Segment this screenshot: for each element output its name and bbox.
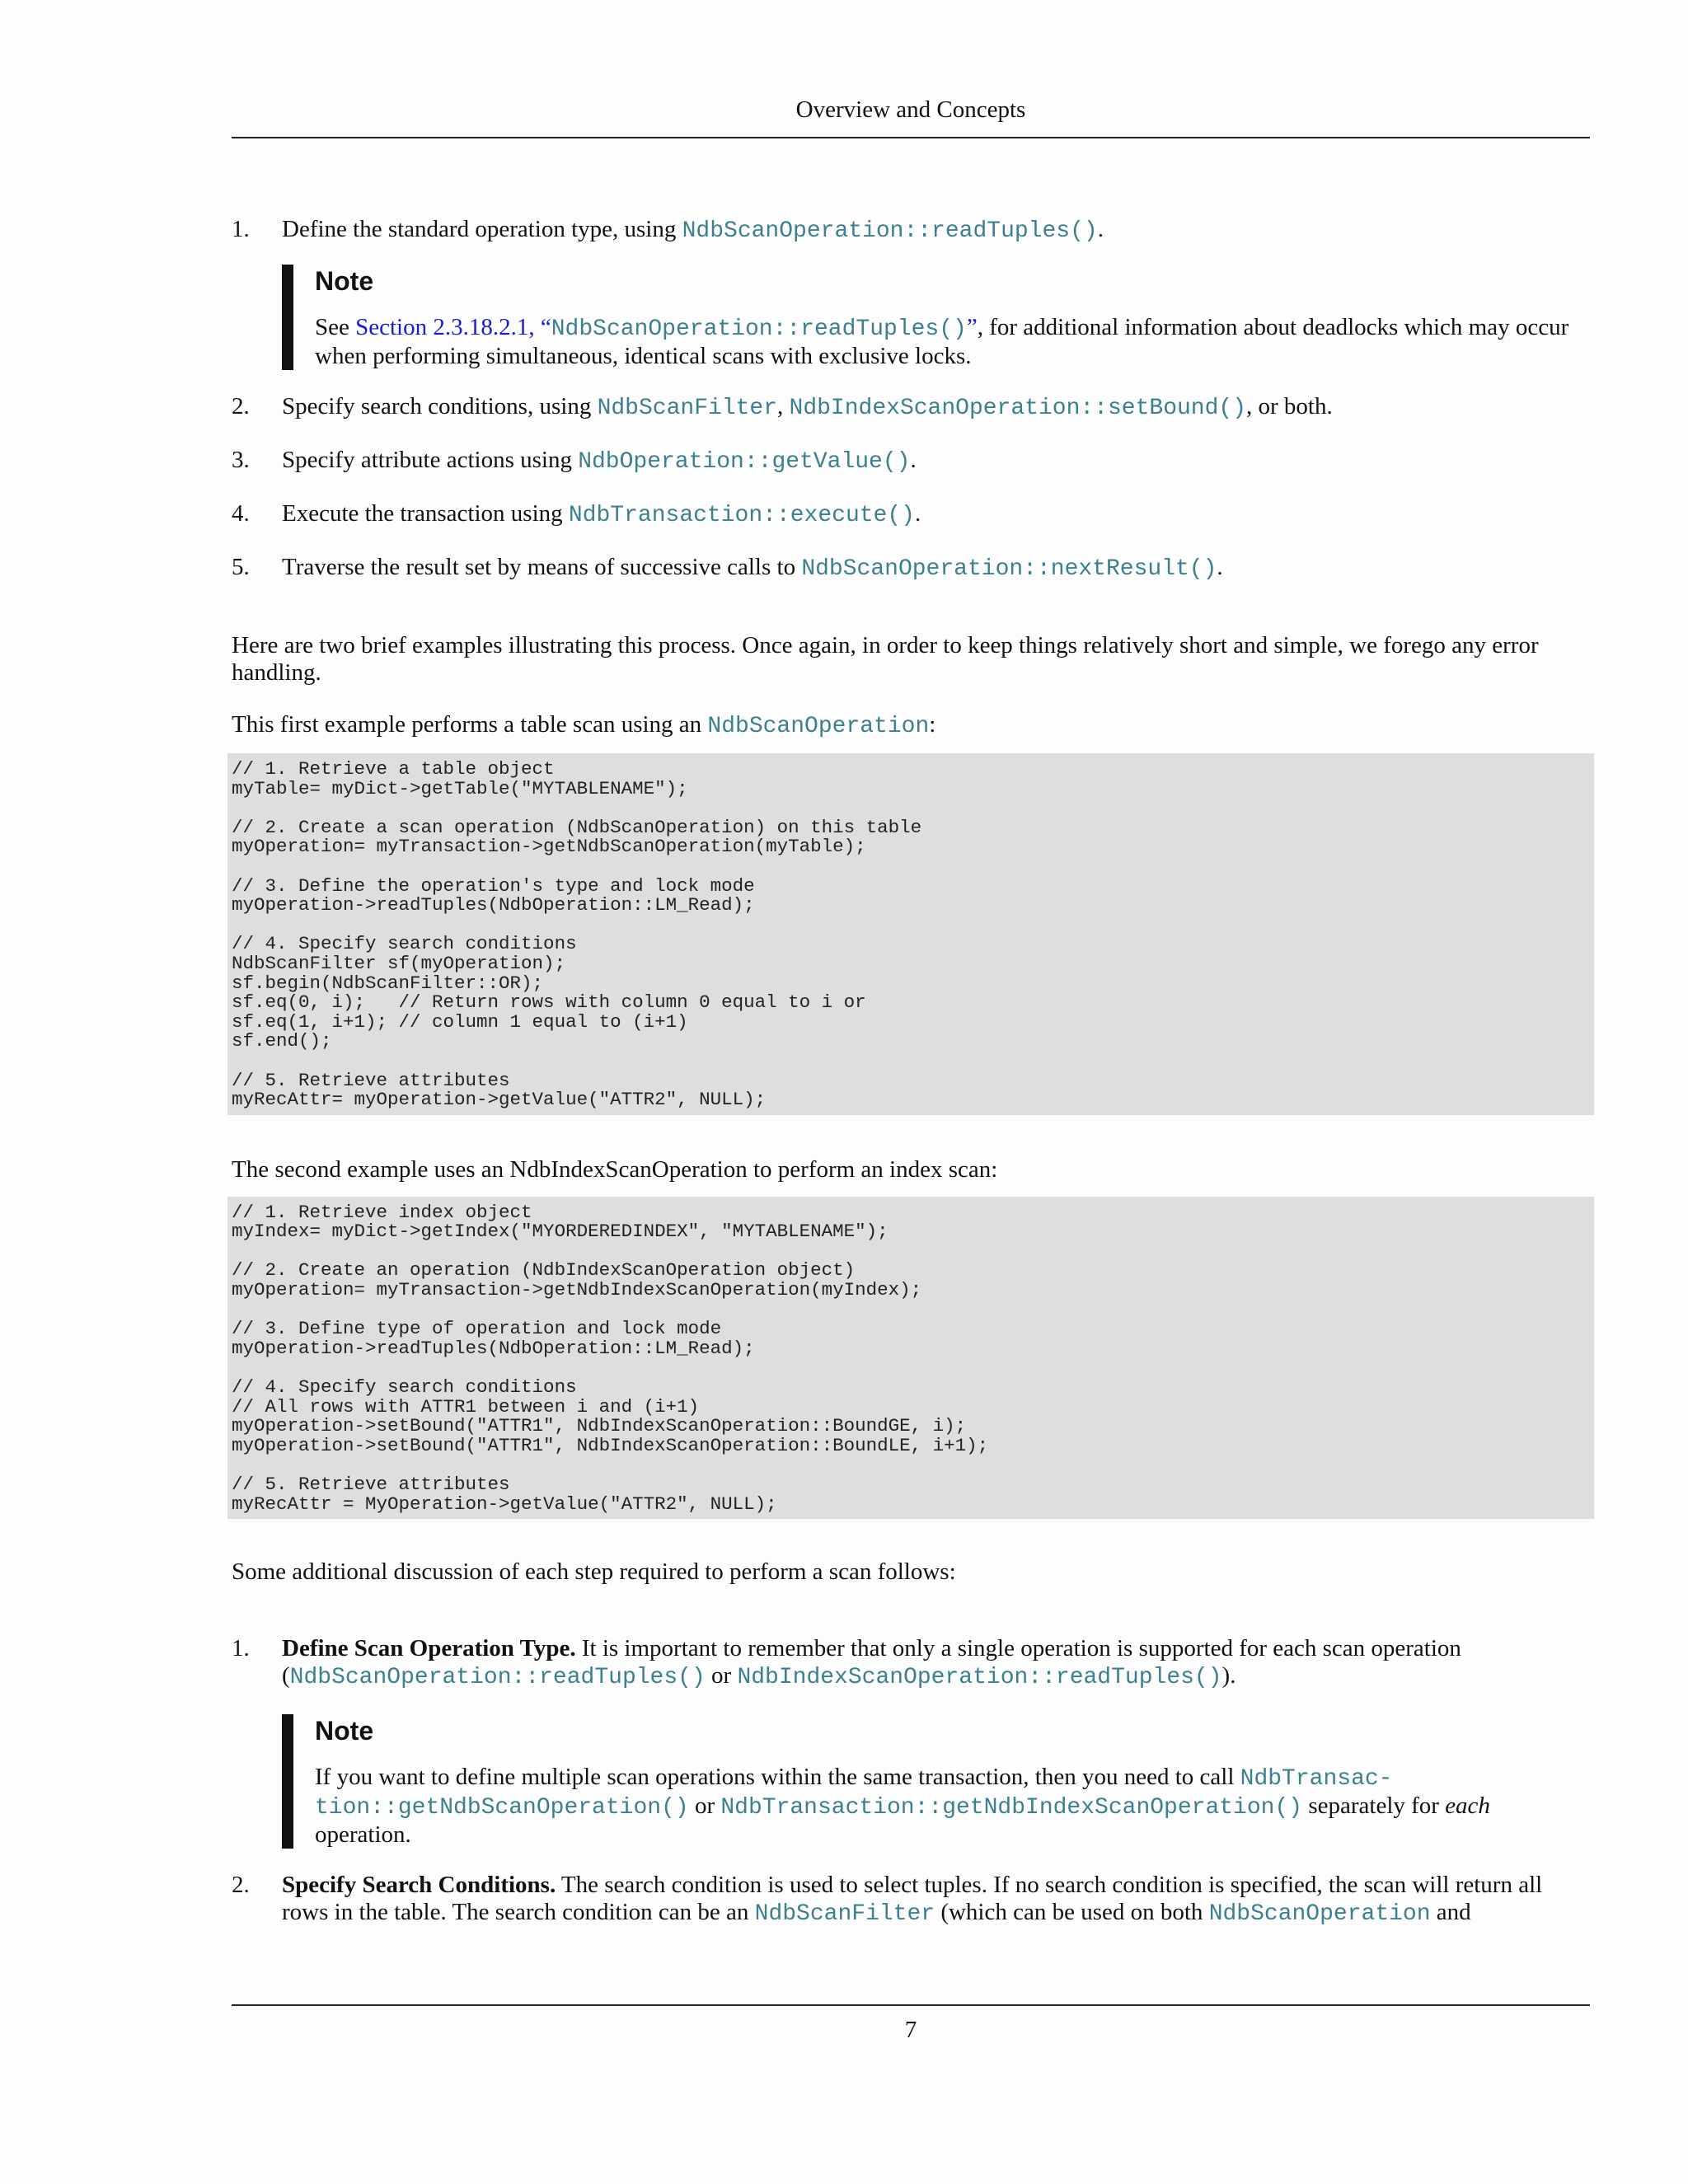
step-punctuation: . <box>914 500 921 527</box>
code-example-table-scan: // 1. Retrieve a table object myTable= myDict->getTable("MYTABLENAME"); // 2. Create a scan operation (NdbScanOperation) on this table myOperation= myTransaction->getNdbScanOperation(myTable); // 3. Define the operation's type and lock mode myOperation->readTuples(NdbOperation::LM_Read); // 4. Specify search conditions NdbScanFilter sf(myOperation); sf.begin(NdbScanFilter::OR); sf.eq(0, i); // Return rows with column 0 equal to i or sf.eq(1, i+1); // column 1 equal to (i+1) sf.end(); // 5. Retrieve attributes myRecAttr= myOperation->getValue("ATTR2", NULL); <box>227 753 1594 1115</box>
api-reference-link[interactable]: NdbOperation::getValue() <box>578 449 911 475</box>
api-reference-link[interactable]: NdbScanOperation::readTuples() <box>289 1665 706 1691</box>
section-link-code: NdbScanOperation::readTuples() <box>551 316 967 342</box>
second-example-paragraph: The second example uses an NdbIndexScanOperation to perform an index scan: <box>232 1155 998 1183</box>
running-header: Overview and Concepts <box>795 96 1026 123</box>
intro-paragraph: Here are two brief examples illustrating this process. Once again, in order to keep things relatively short and simple, we forego any error handling. <box>232 632 1539 686</box>
api-reference-link[interactable]: NdbIndexScanOperation::setBound() <box>789 396 1247 421</box>
step-number: 2. <box>232 393 250 419</box>
api-reference-link[interactable]: NdbScanOperation <box>707 714 930 739</box>
page-number: 7 <box>904 2017 917 2043</box>
main-content <box>232 216 1590 1952</box>
step-text-end: and <box>1430 1899 1471 1926</box>
note-emphasis: each <box>1445 1793 1490 1820</box>
step-punctuation: ). <box>1221 1662 1236 1690</box>
paragraph-punctuation: : <box>929 711 936 738</box>
note-title: Note <box>315 266 374 296</box>
section-link-text: Section 2.3.18.2.1, “ <box>355 314 551 340</box>
note-box <box>282 265 1590 370</box>
note-title: Note <box>315 1716 374 1746</box>
header-rule <box>232 137 1590 138</box>
note-body <box>315 314 1590 370</box>
procedure-step-4 <box>232 500 1590 529</box>
step-punctuation: , or both. <box>1246 393 1333 419</box>
api-reference-link[interactable]: NdbScanFilter <box>597 396 778 421</box>
step-text: Define the standard operation type, using <box>282 216 682 242</box>
api-reference-link[interactable]: NdbScanOperation <box>1208 1901 1431 1928</box>
document-page <box>232 0 1590 2184</box>
note-see-text: See <box>315 314 356 340</box>
note-text-cont: separately for <box>1302 1793 1446 1820</box>
step-separator: or <box>705 1662 738 1690</box>
api-reference-link[interactable]: NdbIndexScanOperation::readTuples() <box>737 1665 1222 1691</box>
step-number: 5. <box>232 554 250 580</box>
step-text: Execute the transaction using <box>282 500 569 527</box>
api-reference-link[interactable]: NdbScanOperation::nextResult() <box>801 556 1217 582</box>
step-text-cont: (which can be used on both <box>935 1899 1209 1926</box>
note-rest-text: , for additional information about deadlocks which may occur when performing simultaneous, identical scans with exclusive locks. <box>315 314 1569 369</box>
step-separator: , <box>777 393 790 419</box>
step-number: 1. <box>232 216 250 242</box>
section-link[interactable] <box>355 314 978 340</box>
step-text: The search condition is used to select tuples. If no search condition is specified, the scan will return all rows in the table. The search condition can be an <box>282 1872 1543 1926</box>
step-heading: Define Scan Operation Type. <box>282 1635 576 1662</box>
step-heading: Specify Search Conditions. <box>282 1872 556 1899</box>
step-text: Specify attribute actions using <box>282 447 579 473</box>
step-number: 3. <box>232 447 250 473</box>
procedure-step-5 <box>232 554 1590 583</box>
note-box <box>282 1714 1590 1849</box>
first-example-paragraph <box>232 711 1590 740</box>
api-reference-link[interactable]: NdbTransaction::getNdbScanOperation() <box>315 1766 1393 1821</box>
note-text-end: operation. <box>315 1821 411 1849</box>
step-number: 4. <box>232 500 250 527</box>
step-text: Specify search conditions, using <box>282 393 598 419</box>
step-text: Traverse the result set by means of successive calls to <box>282 554 802 580</box>
procedure-step-1 <box>232 216 1590 245</box>
discussion-paragraph: Some additional discussion of each step required to perform a scan follows: <box>232 1558 956 1586</box>
api-reference-link[interactable]: NdbScanFilter <box>754 1901 935 1928</box>
api-reference-link[interactable]: NdbScanOperation::readTuples() <box>682 218 1098 244</box>
footer-rule <box>232 2004 1590 2006</box>
paragraph-text: This first example performs a table scan using an <box>232 711 708 738</box>
note-body <box>315 1764 1590 1849</box>
scan-step-search-conditions <box>232 1872 1590 1928</box>
api-reference-link[interactable]: NdbTransaction::getNdbIndexScanOperation() <box>720 1795 1303 1821</box>
step-punctuation: . <box>1097 216 1104 242</box>
step-number: 2. <box>232 1872 250 1899</box>
api-reference-link[interactable]: NdbTransaction::execute() <box>568 503 915 528</box>
note-separator: or <box>688 1793 721 1820</box>
code-example-index-scan: // 1. Retrieve index object myIndex= myDict->getIndex("MYORDEREDINDEX", "MYTABLENAME"); // 2. Create an operation (NdbIndexScanOperation object) myOperation= myTransaction->getNdbIndexScanOperation(myIndex); // 3. Define type of operation and lock mode myOperation->readTuples(NdbOperation::LM_Read); // 4. Specify search conditions // All rows with ATTR1 between i and (i+1) myOperation->setBound("ATTR1", NdbIndexScanOperation::BoundGE, i); myOperation->setBound("ATTR1", NdbIndexScanOperation::BoundLE, i+1); // 5. Retrieve attributes myRecAttr = MyOperation->getValue("ATTR2", NULL); <box>227 1197 1594 1520</box>
step-text: It is important to remember that only a single operation is supported for each scan operation ( <box>282 1635 1461 1690</box>
step-number: 1. <box>232 1635 250 1662</box>
procedure-step-3 <box>232 447 1590 476</box>
step-punctuation: . <box>910 447 917 473</box>
step-punctuation: . <box>1217 554 1223 580</box>
note-text: If you want to define multiple scan operations within the same transaction, then you need to call <box>315 1764 1240 1791</box>
procedure-step-2 <box>232 393 1590 422</box>
scan-step-define-type <box>232 1635 1590 1691</box>
section-link-end: ” <box>966 314 978 340</box>
